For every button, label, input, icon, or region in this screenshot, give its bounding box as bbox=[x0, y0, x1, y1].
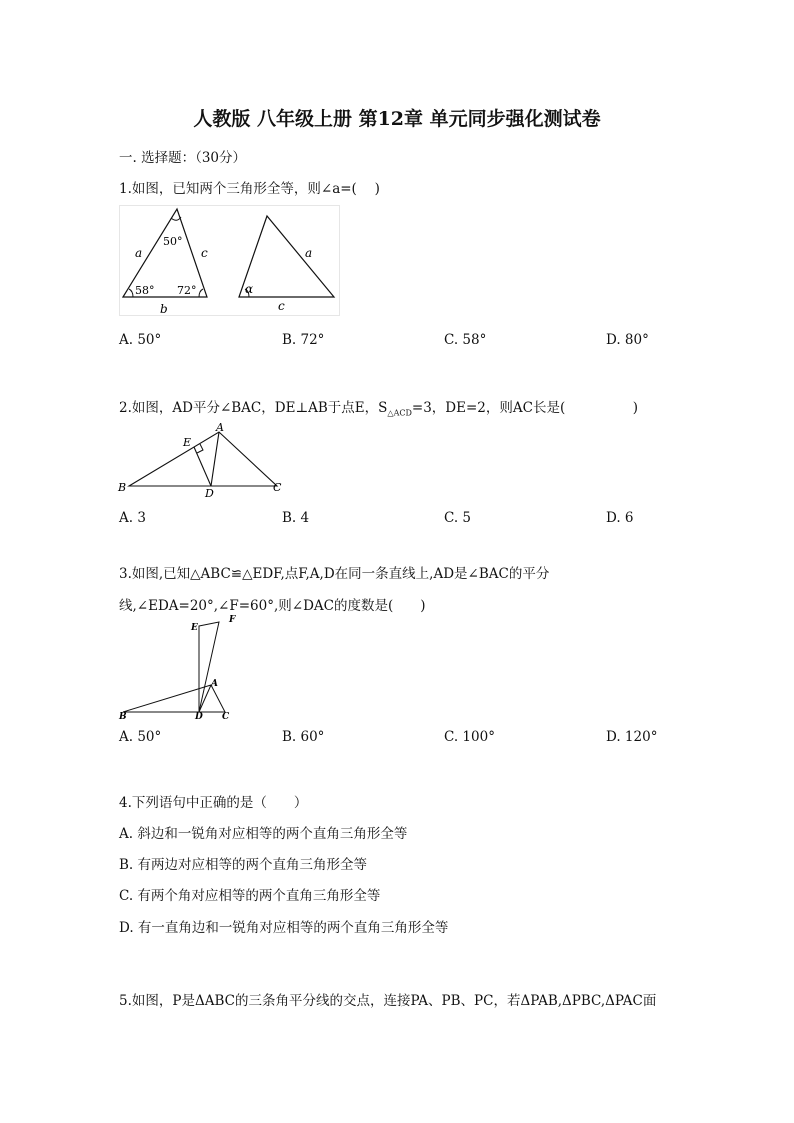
q1-side-a: a bbox=[135, 246, 143, 260]
q2-segment-de bbox=[194, 447, 211, 486]
q3-triangle-edf bbox=[199, 622, 219, 712]
q5-stem: 5.如图，P是ΔABC的三条角平分线的交点，连接PA、PB、PC，若ΔPAB,ΔPBC,ΔPAC面 bbox=[119, 993, 657, 1009]
q1-side-c: c bbox=[201, 246, 208, 260]
q2-label-d: D bbox=[205, 487, 214, 500]
q3-label-b: B bbox=[119, 712, 127, 722]
q2-stem bbox=[119, 396, 638, 418]
q2-label-a: A bbox=[216, 421, 224, 434]
q1-angle-top: 50° bbox=[163, 235, 183, 248]
q4-stem: 4.下列语句中正确的是（ ） bbox=[119, 795, 308, 811]
q4-option-d[interactable]: D. 有一直角边和一锐角对应相等的两个直角三角形全等 bbox=[119, 920, 449, 936]
q1-option-b[interactable]: B. 72° bbox=[282, 332, 325, 348]
q2-right-angle-mark bbox=[197, 444, 203, 453]
q3-label-a: A bbox=[211, 679, 218, 689]
q3-option-c[interactable]: C. 100° bbox=[444, 729, 495, 745]
q1-option-a[interactable]: A. 50° bbox=[119, 332, 162, 348]
section-heading: 一. 选择题：（30分） bbox=[119, 150, 247, 166]
q3-segment-ad bbox=[199, 685, 211, 712]
q2-stem-post: =3，DE=2，则AC长是( ) bbox=[411, 400, 638, 416]
q2-segment-ad bbox=[211, 432, 219, 486]
q3-label-d: D bbox=[195, 712, 203, 722]
q2-label-e: E bbox=[183, 436, 192, 449]
q3-stem-line2: 线,∠EDA=20°,∠F=60°,则∠DAC的度数是( ) bbox=[119, 598, 426, 614]
q4-option-c[interactable]: C. 有两个角对应相等的两个直角三角形全等 bbox=[119, 888, 381, 904]
q3-label-f: F bbox=[229, 615, 236, 625]
q3-option-b[interactable]: B. 60° bbox=[282, 729, 325, 745]
q2-stem-pre: 2.如图，AD平分∠BAC，DE⊥AB于点E，S bbox=[119, 400, 388, 416]
q3-label-c: C bbox=[222, 712, 230, 722]
page-title: 人教版 八年级上册 第12章 单元同步强化测试卷 bbox=[193, 108, 601, 130]
q1-angle-alpha: α bbox=[245, 282, 254, 296]
q3-figure bbox=[115, 612, 245, 724]
q1-triangle-2 bbox=[239, 216, 334, 297]
q1-fig2-side-a: a bbox=[305, 246, 313, 260]
q1-angle-right: 72° bbox=[177, 284, 197, 297]
q4-option-b[interactable]: B. 有两边对应相等的两个直角三角形全等 bbox=[119, 857, 368, 873]
q1-option-c[interactable]: C. 58° bbox=[444, 332, 487, 348]
q2-option-c[interactable]: C. 5 bbox=[444, 510, 472, 526]
q2-triangle-abc bbox=[129, 432, 277, 486]
q1-side-b: b bbox=[160, 302, 168, 316]
q2-figure bbox=[115, 418, 295, 500]
q1-figure-frame bbox=[120, 206, 340, 316]
q1-angle-left-arc bbox=[129, 289, 133, 297]
q2-label-b: B bbox=[118, 481, 127, 494]
q3-stem-line1: 3.如图,已知△ABC≌△EDF,点F,A,D在同一条直线上,AD是∠BAC的平分 bbox=[119, 566, 550, 582]
q3-label-e: E bbox=[191, 623, 198, 633]
q3-option-a[interactable]: A. 50° bbox=[119, 729, 162, 745]
q2-option-b[interactable]: B. 4 bbox=[282, 510, 310, 526]
q1-option-d[interactable]: D. 80° bbox=[606, 332, 649, 348]
q1-angle-right-arc bbox=[199, 289, 203, 297]
q4-option-a[interactable]: A. 斜边和一锐角对应相等的两个直角三角形全等 bbox=[119, 826, 408, 842]
q2-option-d[interactable]: D. 6 bbox=[606, 510, 634, 526]
q2-option-a[interactable]: A. 3 bbox=[119, 510, 146, 526]
q3-option-d[interactable]: D. 120° bbox=[606, 729, 658, 745]
q2-stem-sub: △ACD bbox=[387, 408, 412, 418]
q2-label-c: C bbox=[273, 481, 282, 494]
q1-angle-left: 58° bbox=[135, 284, 155, 297]
q1-stem: 1.如图，已知两个三角形全等，则∠a=( ) bbox=[119, 181, 380, 197]
q1-fig2-side-c: c bbox=[278, 299, 285, 313]
q1-figure bbox=[119, 205, 341, 317]
